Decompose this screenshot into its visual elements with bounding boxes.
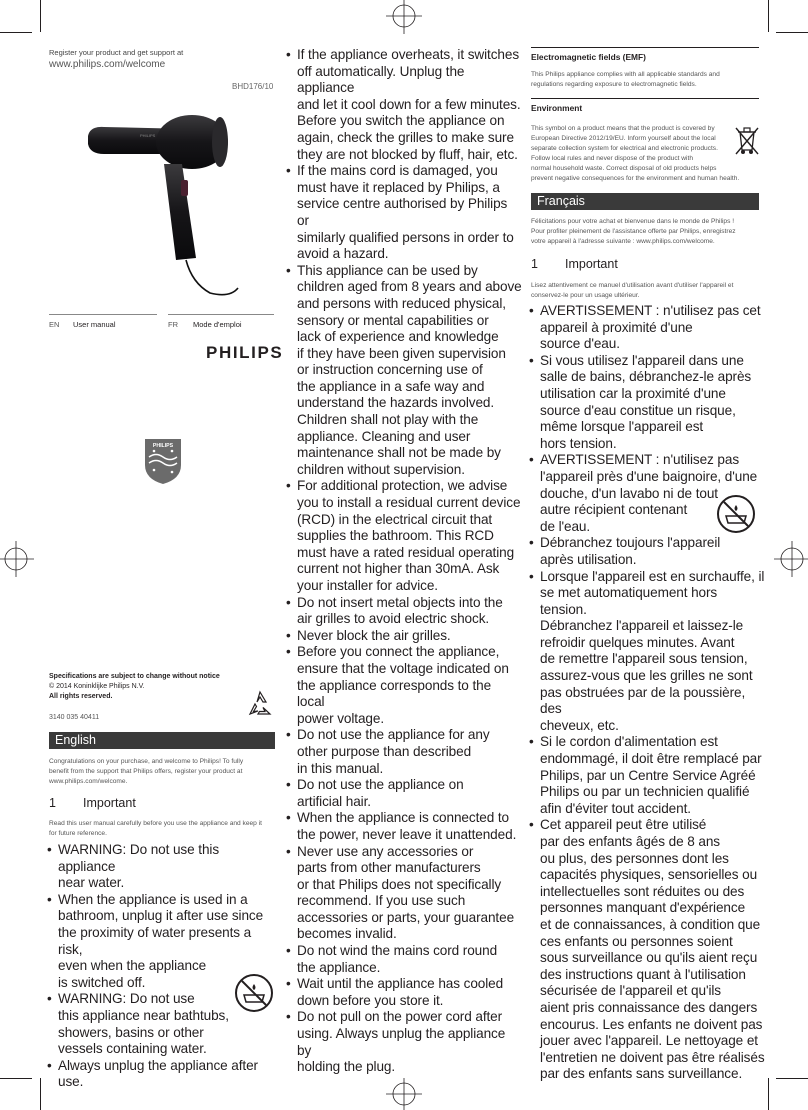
francais-intro: Félicitations pour votre achat et bienvenue dans le monde de Philips ! Pour profiter pleinement de l'assistance offerte par Philips, enregistrez votre appareil à l'adresse suivante : www.philips.com/welcome. [531,218,736,245]
no-water-bath-icon [234,973,274,1013]
emf-text: This Philips appliance complies with all applicable standards and regulations regarding exposure to electromagnetic fields. [531,71,720,88]
list-item: • Do not insert metal objects into the air grilles to avoid electric shock. [286,595,522,628]
francais-section-heading [531,257,618,271]
francais-warnings-list [529,303,767,1083]
en-code: EN [49,320,60,329]
section-title: Important [83,796,136,810]
crossed-bin-icon [733,124,761,158]
no-water-bath-icon-fr [716,494,756,534]
francais-title: Français [537,194,585,208]
english-section-heading [49,796,136,810]
list-item: • Si le cordon d'alimentation est endommagé, il doit être remplacé par Philips, par un Centre Service Agréé Philips ou par un technicien qualifié afin d'éviter tout accident. [529,734,767,817]
list-item: • AVERTISSEMENT : n'utilisez pas l'appareil près d'une baignoire, d'une douche, d'un lavabo ni de tout autre récipient contenant de l'eau. [529,452,767,535]
legal-line-3: All rights reserved. [49,693,113,700]
list-item: • WARNING: Do not use this appliance near bathtubs, showers, basins or other vessels containing water. [47,991,279,1057]
registration-mark-left [0,535,36,583]
english-warnings-list [47,842,279,1091]
registration-mark-top [380,0,428,36]
legal-line-2: © 2014 Koninklijke Philips N.V. [49,683,145,690]
list-item: • Before you connect the appliance, ensure that the voltage indicated on the appliance corresponds to the local power voltage. [286,644,522,727]
recycle-icon [244,688,276,720]
list-item: • Débranchez toujours l'appareil après utilisation. [529,535,767,568]
section-number: 1 [49,796,56,810]
legal-block [49,672,220,702]
english-title: English [55,733,96,747]
register-line-1: Register your product and get support at [49,48,184,57]
list-item: • When the appliance is connected to the power, never leave it unattended. [286,810,522,843]
section-number: 1 [531,257,538,271]
francais-read-note: Lisez attentivement ce manuel d'utilisation avant d'utiliser l'appareil et conservez-le pour un usage ultérieur. [531,282,734,299]
francais-section-bar [531,193,759,210]
shield-text: PHILIPS [152,443,174,449]
english-section-bar [49,732,275,749]
list-item: • Wait until the appliance has cooled down before you store it. [286,976,522,1009]
english-read-note: Read this user manual carefully before you use the appliance and keep it for future reference. [49,820,262,837]
list-item: • When the appliance is used in a bathroom, unplug it after use since the proximity of water presents a risk, even when the appliance is switched off. [47,892,279,992]
svg-text:PHILIPS: PHILIPS [140,133,156,138]
list-item: • Lorsque l'appareil est en surchauffe, il se met automatiquement hors tension. Débranchez l'appareil et laissez-le refroidir quelques minutes. Avant de remettre l'appareil sous tension, assurez-vous que les grilles ne sont pas obstruées par de la poussière, des cheveux, etc. [529,569,767,735]
list-item: • If the mains cord is damaged, you must have it replaced by Philips, a service centre authorised by Philips or similarly qualified persons in order to avoid a hazard. [286,163,522,263]
list-item: • This appliance can be used by children aged from 8 years and above and persons with reduced physical, sensory or mental capabilities or lack of experience and knowledge if they have been given supervision or instruction concerning use of the appliance in a safe way and understand the hazards involved. Children shall not play with the appliance. Cleaning and user maintenance shall not be made by children without supervision. [286,263,522,479]
environment-heading: Environment [531,103,583,113]
philips-wordmark: PHILIPS [206,343,284,362]
list-item: • Do not pull on the power cord after using. Always unplug the appliance by holding the plug. [286,1009,522,1075]
list-item: • Cet appareil peut être utilisé par des enfants âgés de 8 ans ou plus, des personnes dont les capacités physiques, sensorielles ou intellectuelles sont réduites ou des personnes manquant d'expérience et de connaissances, à condition que ces enfants ou personnes soient sous surveillance ou qu'ils aient reçu des instructions quant à l'utilisation sécurisée de l'appareil et qu'ils aient pris connaissance des dangers encourus. Les enfants ne doivent pas jouer avec l'appareil. Le nettoyage et l'entretien ne doivent pas être réalisés par des enfants sans surveillance. [529,817,767,1083]
registration-mark-right [772,535,808,583]
list-item: • WARNING: Do not use this appliance near water. [47,842,279,892]
list-item: • Do not use the appliance on artificial hair. [286,777,522,810]
list-item: • Do not use the appliance for any other purpose than described in this manual. [286,727,522,777]
registration-mark-bottom [380,1076,428,1110]
legal-line-1: Specifications are subject to change without notice [49,673,220,680]
english-intro: Congratulations on your purchase, and welcome to Philips! To fully benefit from the support that Philips offers, register your product at www.philips.com/welcome. [49,758,244,785]
fr-code: FR [168,320,178,329]
list-item: • If the appliance overheats, it switches off automatically. Unplug the appliance and let it cool down for a few minutes. Before you switch the appliance on again, check the grilles to make sure they are not blocked by fluff, hair, etc. [286,47,522,163]
doc-code: 3140 035 40411 [49,714,100,721]
en-label: User manual [73,320,116,329]
environment-text: This symbol on a product means that the product is covered by European Directive 2012/19/EU. Inform yourself about the local separate collection system for electrical and electronic products. Follow local rules and never dispose of the product with normal household waste. Correct disposal of old products helps prevent negative consequences for the environment and human health. [531,125,740,182]
section-title: Important [565,257,618,271]
list-item: • Never use any accessories or parts from other manufacturers or that Philips does not specifically recommend. If you use such accessories or parts, your guarantee becomes invalid. [286,844,522,944]
list-item: • Do not wind the mains cord round the appliance. [286,943,522,976]
model-number: BHD176/10 [232,82,274,91]
english-safety-list [286,47,522,1076]
fr-label: Mode d'emploi [193,320,242,329]
list-item: • Never block the air grilles. [286,628,522,645]
emf-heading: Electromagnetic fields (EMF) [531,52,646,62]
hair-dryer-image [80,108,290,298]
list-item: • Always unplug the appliance after use. [47,1058,279,1091]
list-item: • AVERTISSEMENT : n'utilisez pas cet appareil à proximité d'une source d'eau. [529,303,767,353]
list-item: • Si vous utilisez l'appareil dans une salle de bains, débranchez-le après utilisation car la proximité d'une source d'eau constitue un risque, même lorsque l'appareil est hors tension. [529,353,767,453]
register-url[interactable]: www.philips.com/welcome [49,59,166,70]
list-item: • For additional protection, we advise you to install a residual current device (RCD) in the electrical circuit that supplies the bathroom. This RCD must have a rated residual operating current not higher than 30mA. Ask your installer for advice. [286,478,522,594]
